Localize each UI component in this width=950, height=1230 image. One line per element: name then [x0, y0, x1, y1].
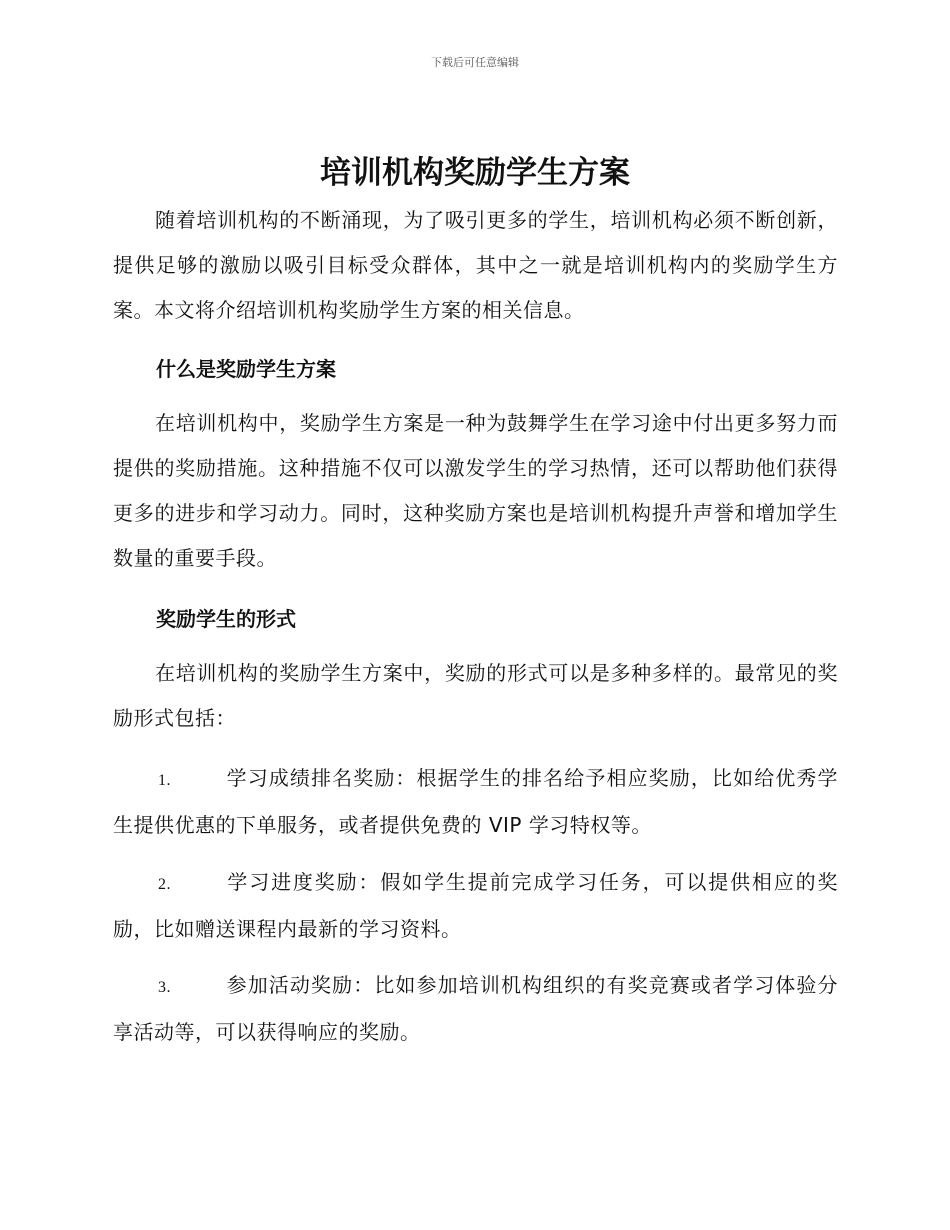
list-item-number: 1.: [158, 772, 171, 789]
list-item-text: 学习进度奖励：假如学生提前完成学习任务，可以提供相应的奖励，比如赠送课程内最新的学习资料。: [113, 870, 838, 941]
intro-paragraph: 随着培训机构的不断涌现，为了吸引更多的学生，培训机构必须不断创新，提供足够的激励以吸引目标受众群体，其中之一就是培训机构内的奖励学生方案。本文将介绍培训机构奖励学生方案的相关信息。: [113, 208, 838, 322]
section-heading-what-is: 什么是奖励学生方案: [156, 357, 336, 381]
list-item: [113, 756, 838, 848]
list-item-number: 3.: [158, 979, 171, 996]
list-item: [113, 963, 838, 1055]
document-title: 培训机构奖励学生方案: [320, 155, 630, 191]
list-item-text: 学习成绩排名奖励：根据学生的排名给予相应奖励，比如给优秀学生提供优惠的下单服务，或者提供免费的 VIP 学习特权等。: [113, 766, 838, 837]
section-body-forms: 在培训机构的奖励学生方案中，奖励的形式可以是多种多样的。最常见的奖励形式包括：: [113, 661, 838, 730]
list-item-text: 参加活动奖励：比如参加培训机构组织的有奖竞赛或者学习体验分享活动等，可以获得响应的奖励。: [113, 973, 838, 1044]
section-heading-forms: 奖励学生的形式: [156, 607, 296, 631]
list-item-number: 2.: [158, 876, 171, 893]
section-body-what-is: 在培训机构中，奖励学生方案是一种为鼓舞学生在学习途中付出更多努力而提供的奖励措施。这种措施不仅可以激发学生的学习热情，还可以帮助他们获得更多的进步和学习动力。同时，这种奖励方案也是培训机构提升声誉和增加学生数量的重要手段。: [113, 411, 838, 570]
list-item: [113, 860, 838, 952]
page-header-note: 下载后可任意编辑: [431, 56, 519, 69]
